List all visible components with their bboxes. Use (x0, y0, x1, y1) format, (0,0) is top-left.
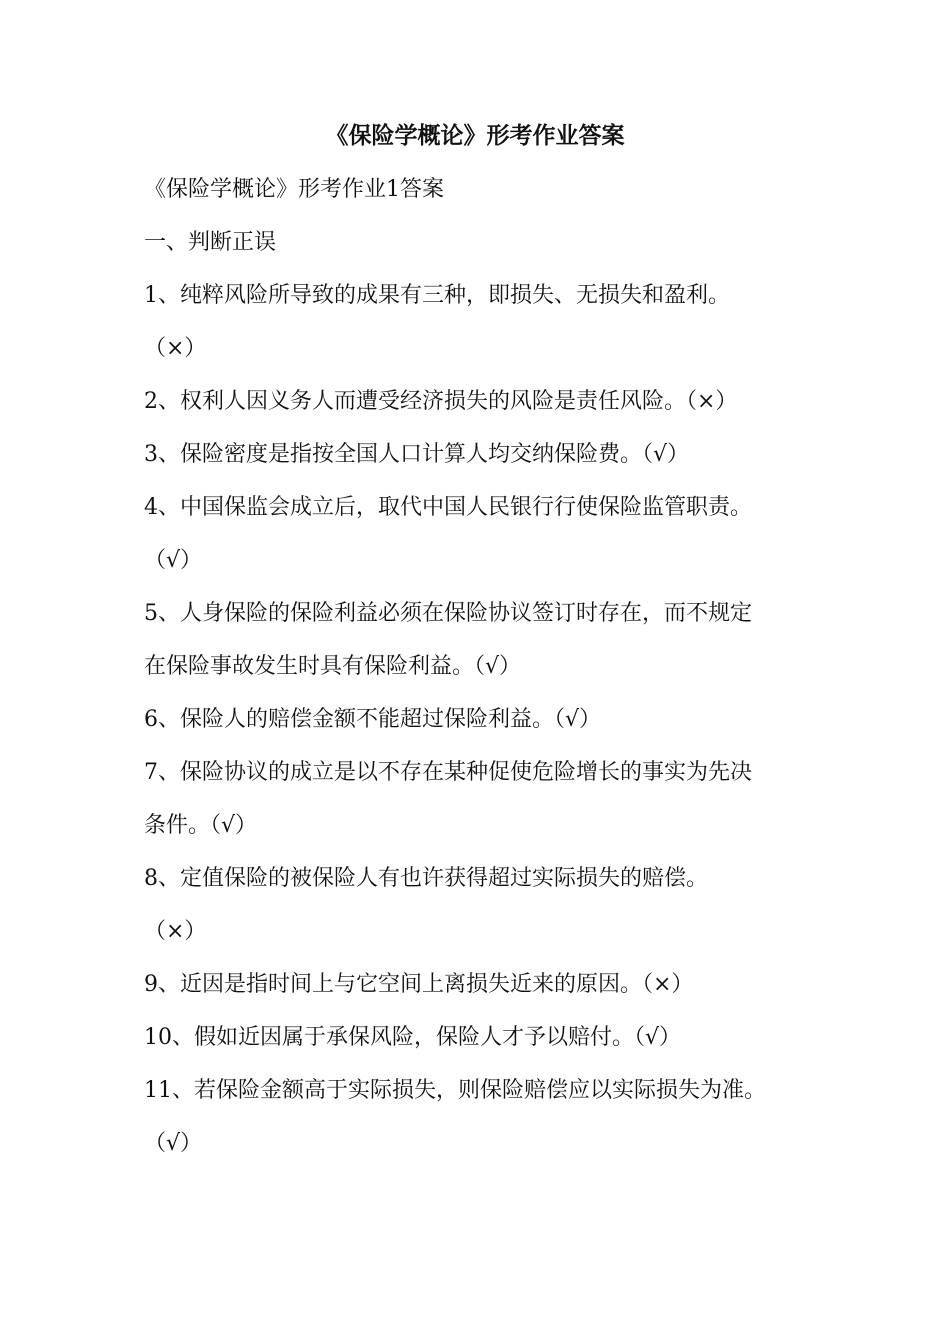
question-line: 9、近因是指时间上与它空间上离损失近来的原因。（×） (144, 972, 694, 997)
answer-line: （×） (144, 919, 207, 944)
question-line: 5、人身保险的保险利益必须在保险协议签订时存在，而不规定 (144, 601, 752, 626)
question-line: 3、保险密度是指按全国人口计算人均交纳保险费。（√） (144, 442, 690, 467)
question-line-continued: 条件。（√） (144, 813, 258, 838)
answer-line: （√） (144, 1131, 203, 1156)
question-line: 2、权利人因义务人而遭受经济损失的风险是责任风险。（×） (144, 389, 738, 414)
question-line: 8、定值保险的被保险人有也许获得超过实际损失的赔偿。 (144, 866, 708, 891)
document-title: 《保险学概论》形考作业答案 (325, 122, 625, 149)
question-line: 11、若保险金额高于实际损失，则保险赔偿应以实际损失为准。 (144, 1078, 766, 1103)
question-line: 7、保险协议的成立是以不存在某种促使危险增长的事实为先决 (144, 760, 752, 785)
document-subtitle: 《保险学概论》形考作业1答案 (144, 177, 444, 202)
question-line: 6、保险人的赔偿金额不能超过保险利益。（√） (144, 707, 602, 732)
answer-line: （×） (144, 336, 207, 361)
question-line: 4、中国保监会成立后，取代中国人民银行行使保险监管职责。 (144, 495, 752, 520)
question-line: 10、假如近因属于承保风险，保险人才予以赔付。（√） (144, 1025, 682, 1050)
question-line: 1、纯粹风险所导致的成果有三种，即损失、无损失和盈利。 (144, 283, 730, 308)
question-line-continued: 在保险事故发生时具有保险利益。（√） (144, 654, 522, 679)
answer-line: （√） (144, 548, 203, 573)
section-heading: 一、判断正误 (144, 230, 277, 255)
